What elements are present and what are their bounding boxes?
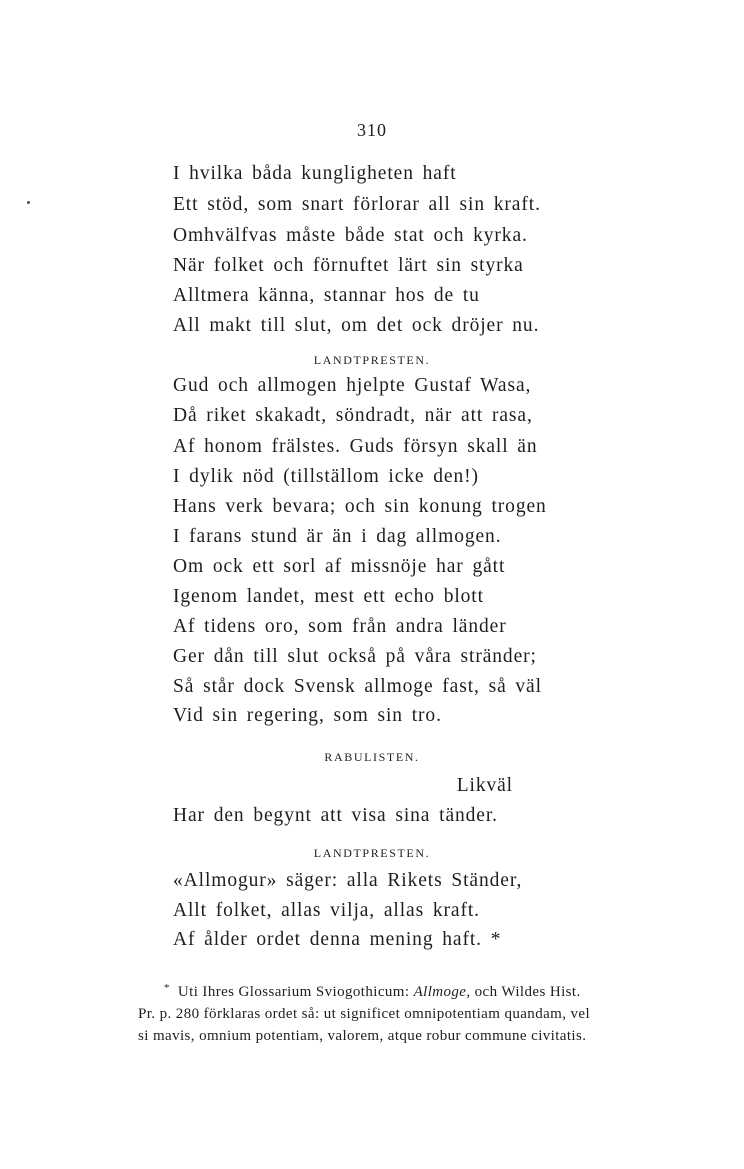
verse-line: «Allmogur» säger: alla Rikets Ständer,	[173, 870, 523, 891]
verse-line: Om ock ett sorl af missnöje har gått	[173, 556, 506, 577]
verse-line: Så står dock Svensk allmoge fast, så väl	[173, 676, 542, 697]
footnote-text: , och Wildes Hist.	[466, 984, 581, 1000]
page-number: 310	[357, 120, 387, 140]
footnote-line: si mavis, omnium potentiam, valorem, atque robur commune civitatis.	[138, 1028, 587, 1044]
verse-line: Af ålder ordet denna mening haft. *	[173, 929, 502, 950]
verse-line: Ett stöd, som snart förlorar all sin kraft.	[173, 194, 541, 215]
verse-line: I farans stund är än i dag allmogen.	[173, 526, 502, 547]
footnote-line: Pr. p. 280 förklaras ordet så: ut significet omnipotentiam quandam, vel	[138, 1006, 591, 1022]
verse-line: Af tidens oro, som från andra länder	[173, 616, 507, 637]
verse-line: Då riket skakadt, söndradt, när att rasa,	[173, 405, 533, 426]
verse-line: Omhvälfvas måste både stat och kyrka.	[173, 225, 528, 246]
verse-line: Allt folket, allas vilja, allas kraft.	[173, 900, 480, 921]
footnote-marker: *	[164, 982, 170, 994]
footnote	[138, 977, 658, 1047]
speaker-heading-landtpresten: LANDTPRESTEN.	[313, 353, 431, 367]
speaker-heading-rabulisten: RABULISTEN.	[324, 750, 420, 764]
verse-line: Alltmera känna, stannar hos de tu	[173, 285, 480, 306]
verse-line: Har den begynt att visa sina tänder.	[173, 805, 498, 826]
verse-line: Gud och allmogen hjelpte Gustaf Wasa,	[173, 375, 532, 396]
verse-line: Ger dån till slut också på våra stränder;	[173, 646, 537, 667]
verse-line: Af honom frälstes. Guds försyn skall än	[173, 436, 538, 457]
verse-line: I hvilka båda kungligheten haft	[173, 163, 457, 184]
verse-line: I dylik nöd (tillställom icke den!)	[173, 466, 479, 487]
verse-line: Hans verk bevara; och sin konung trogen	[173, 496, 547, 517]
stray-ink-mark	[27, 201, 30, 204]
footnote-text: Uti Ihres Glossarium Sviogothicum:	[177, 984, 414, 1000]
footnote-line	[138, 977, 658, 1003]
verse-line: Vid sin regering, som sin tro.	[173, 705, 442, 726]
verse-line: Igenom landet, mest ett echo blott	[173, 586, 484, 607]
footnote-italic-term: Allmoge	[413, 984, 467, 1000]
verse-line-continuation: Likväl	[456, 775, 513, 796]
speaker-heading-landtpresten: LANDTPRESTEN.	[313, 846, 431, 860]
verse-line: När folket och förnuftet lärt sin styrka	[173, 255, 524, 276]
verse-line: All makt till slut, om det ock dröjer nu.	[173, 315, 540, 336]
